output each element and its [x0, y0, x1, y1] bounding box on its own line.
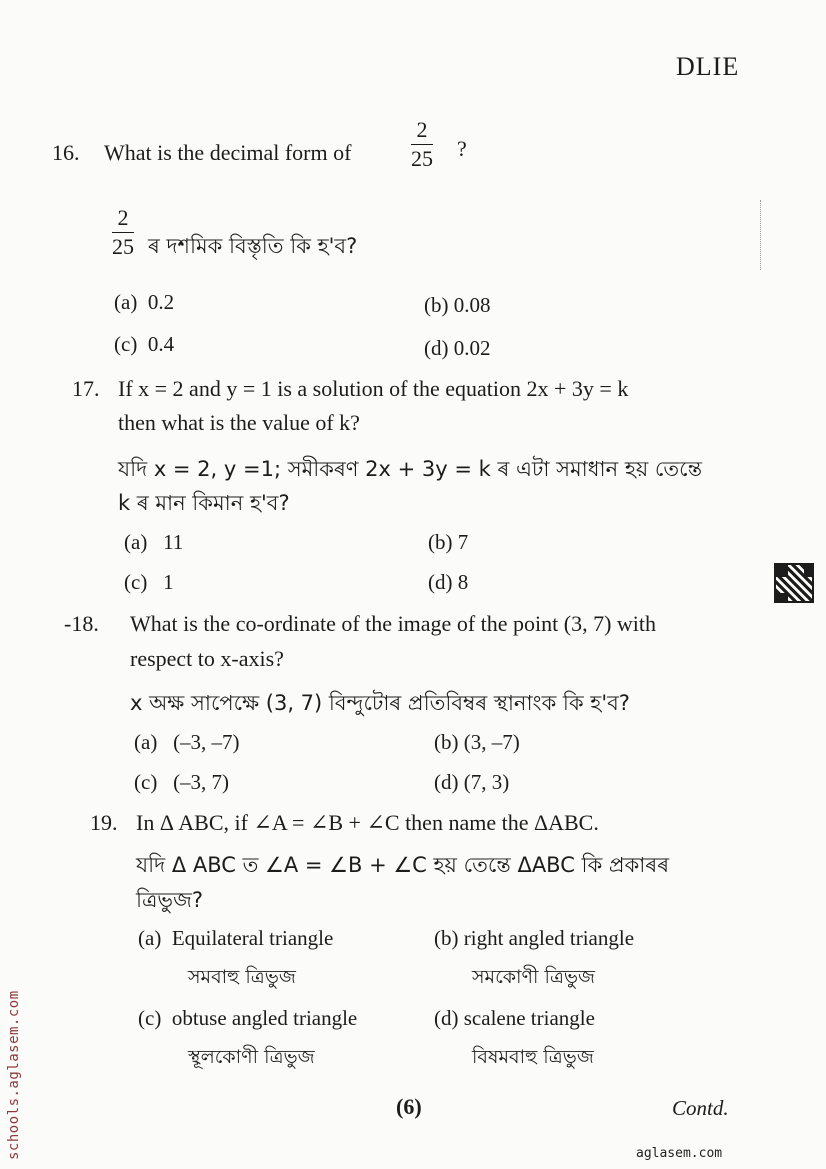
question-mark: ?	[457, 136, 467, 161]
side-watermark: schools.aglasem.com	[6, 990, 22, 1160]
fraction	[411, 117, 433, 172]
question-number: 19.	[90, 810, 118, 835]
bottom-watermark: aglasem.com	[636, 1146, 723, 1161]
question-text: If x = 2 and y = 1 is a solution of the equation 2x + 3y = k	[118, 376, 629, 401]
option-b: (b) (3, –7)	[434, 730, 520, 754]
option-d: (d) scalene triangle	[434, 1006, 595, 1030]
option-c: (c) (–3, 7)	[134, 770, 230, 794]
paper-code: DLIE	[676, 52, 740, 81]
question-text-bengali: ৰ দশমিক বিস্তৃতি কি হ'ব?	[148, 234, 358, 258]
question-text-bengali: যদি Δ ABC ত ∠A = ∠B + ∠C হয় তেন্তে ΔABC কি প্ৰকাৰৰ	[136, 853, 670, 877]
option-a: (a) 11	[124, 530, 184, 554]
question-number: -18.	[64, 611, 99, 636]
option-c-bengali: স্থূলকোণী ত্ৰিভুজ	[188, 1046, 315, 1068]
option-d: (d) 8	[428, 570, 469, 594]
fraction	[112, 205, 134, 260]
question-number: 17.	[72, 376, 100, 401]
page-number: (6)	[396, 1094, 422, 1119]
continued-label: Contd.	[672, 1096, 729, 1120]
question-text-bengali: ত্ৰিভুজ?	[136, 888, 204, 912]
fraction-denominator: 25	[411, 146, 433, 171]
margin-mark	[760, 200, 762, 270]
fraction-denominator: 25	[112, 234, 134, 259]
question-text: In Δ ABC, if ∠A = ∠B + ∠C then name the ΔABC.	[136, 810, 599, 835]
option-a: (a) 0.2	[114, 290, 175, 314]
option-d: (d) (7, 3)	[434, 770, 510, 794]
question-text-bengali: x অক্ষ সাপেক্ষে (3, 7) বিন্দুটোৰ প্ৰতিবিম্বৰ স্থানাংক কি হ'ব?	[130, 691, 630, 715]
fraction-numerator: 2	[117, 205, 129, 230]
option-c: (c) 0.4	[114, 332, 175, 356]
option-b: (b) right angled triangle	[434, 926, 635, 950]
option-b: (b) 7	[428, 530, 469, 554]
fraction-numerator: 2	[416, 117, 428, 142]
question-text: respect to x-axis?	[130, 646, 284, 671]
option-c: (c) 1	[124, 570, 174, 594]
fraction-bar	[411, 144, 433, 145]
option-b: (b) 0.08	[424, 293, 491, 317]
fraction-bar	[112, 232, 134, 233]
option-a: (a) (–3, –7)	[134, 730, 240, 754]
question-number: 16.	[52, 140, 80, 165]
option-b-bengali: সমকোণী ত্ৰিভুজ	[472, 966, 596, 988]
question-text-bengali: যদি x = 2, y =1; সমীকৰণ 2x + 3y = k ৰ এটা সমাধান হয় তেন্তে	[118, 457, 703, 481]
question-text: What is the decimal form of	[104, 140, 352, 165]
option-d: (d) 0.02	[424, 336, 491, 360]
question-text: What is the co-ordinate of the image of the point (3, 7) with	[130, 611, 657, 636]
option-a-bengali: সমবাহু ত্ৰিভুজ	[188, 966, 296, 988]
option-a: (a) Equilateral triangle	[138, 926, 334, 950]
option-d-bengali: বিষমবাহু ত্ৰিভুজ	[472, 1046, 594, 1068]
question-text-bengali: k ৰ মান কিমান হ'ব?	[118, 491, 290, 515]
qr-code	[774, 563, 814, 603]
question-text: then what is the value of k?	[118, 410, 360, 435]
option-c: (c) obtuse angled triangle	[138, 1006, 358, 1030]
